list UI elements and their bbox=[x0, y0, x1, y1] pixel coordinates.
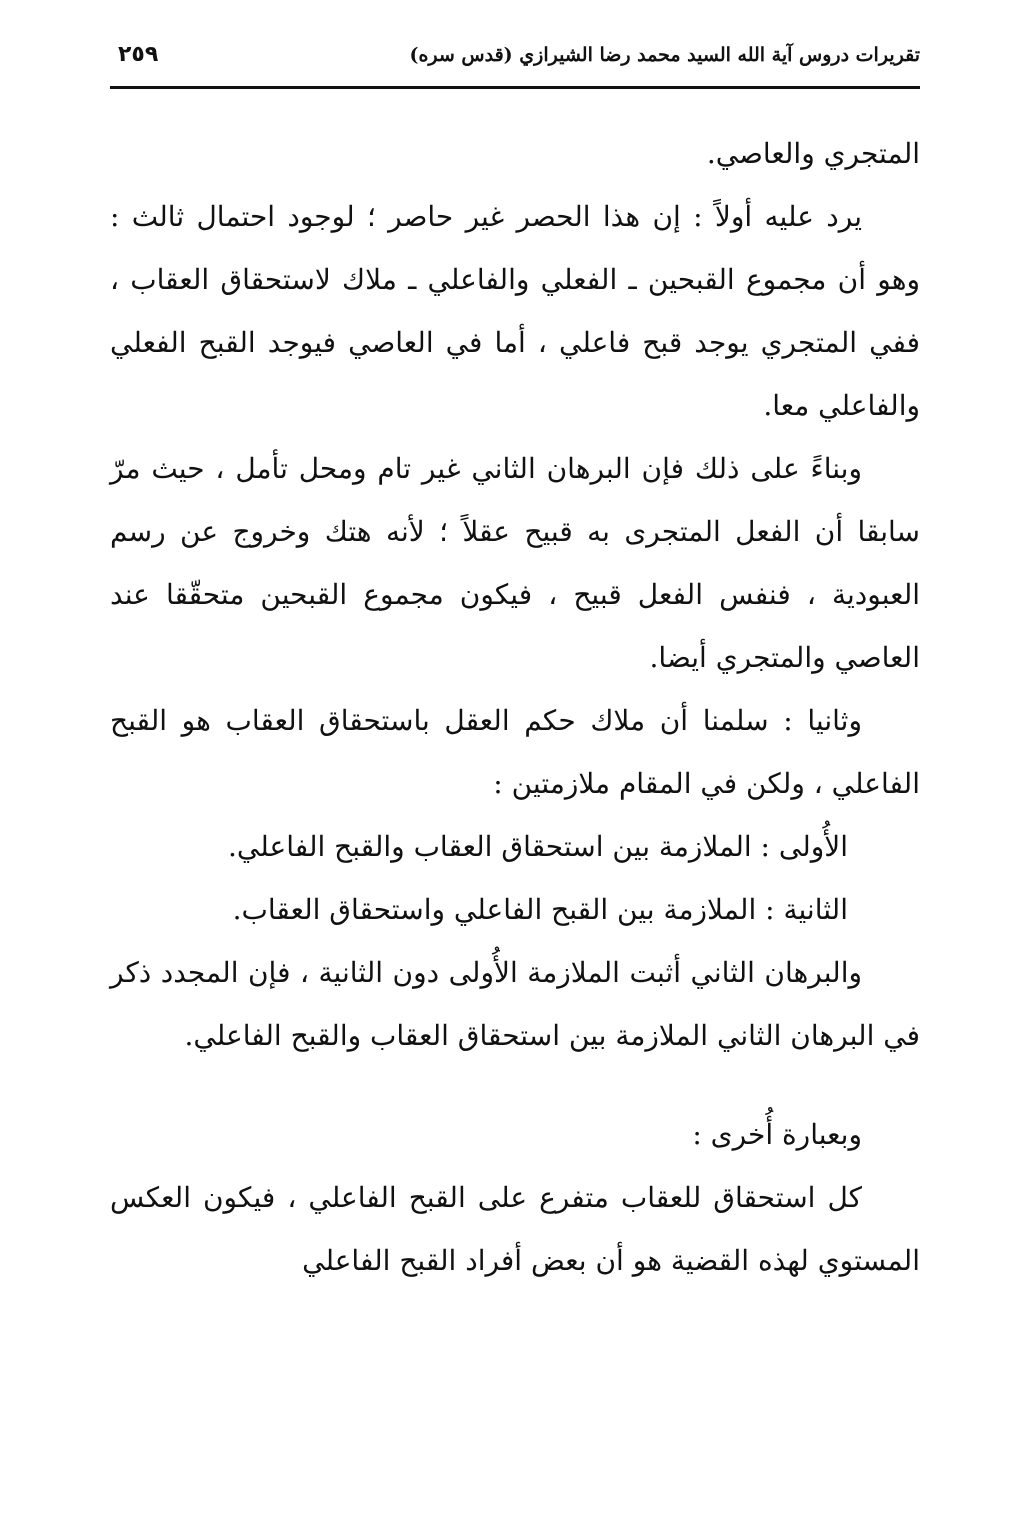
paragraph-6: الثانية : الملازمة بين القبح الفاعلي واستحقاق العقاب. bbox=[232, 893, 848, 926]
header-rule bbox=[110, 86, 920, 89]
paragraph-5: الأُولى : الملازمة بين استحقاق العقاب والقبح الفاعلي. bbox=[228, 830, 848, 863]
paragraph-3: وبناءً على ذلك فإن البرهان الثاني غير تام ومحل تأمل ، حيث مرّ سابقا أن الفعل المتجرى به قبيح عقلاً ؛ لأنه هتك وخروج عن رسم العبودية ، فنفس الفعل قبيح ، فيكون مجموع القبحين متحقّقا عند العاصي والمتجري أيضا. bbox=[110, 452, 920, 674]
paragraph-8: وبعبارة أُخرى : bbox=[692, 1118, 862, 1151]
paragraph-4: وثانيا : سلمنا أن ملاك حكم العقل باستحقاق العقاب هو القبح الفاعلي ، ولكن في المقام ملازمتين : bbox=[110, 704, 920, 800]
paragraph-9: كل استحقاق للعقاب متفرع على القبح الفاعلي ، فيكون العكس المستوي لهذه القضية هو أن بعض أفراد القبح الفاعلي bbox=[110, 1181, 920, 1277]
paragraph-1: المتجري والعاصي. bbox=[706, 137, 920, 170]
paragraph-7: والبرهان الثاني أثبت الملازمة الأُولى دون الثانية ، فإن المجدد ذكر في البرهان الثاني الملازمة بين استحقاق العقاب والقبح الفاعلي. bbox=[110, 956, 920, 1052]
paragraph-2: يرد عليه أولاً : إن هذا الحصر غير حاصر ؛ لوجود احتمال ثالث : وهو أن مجموع القبحين ـ الفعلي والفاعلي ـ ملاك لاستحقاق العقاب ، ففي المتجري يوجد قبح فاعلي ، أما في العاصي فيوجد القبح الفعلي والفاعلي معا. bbox=[110, 200, 920, 422]
running-title: تقريرات دروس آية الله السيد محمد رضا الشيرازي (قدس سره) bbox=[409, 44, 920, 66]
body-text bbox=[110, 122, 920, 1292]
page-number: ٢٥٩ bbox=[118, 42, 159, 67]
page-header bbox=[110, 36, 920, 86]
